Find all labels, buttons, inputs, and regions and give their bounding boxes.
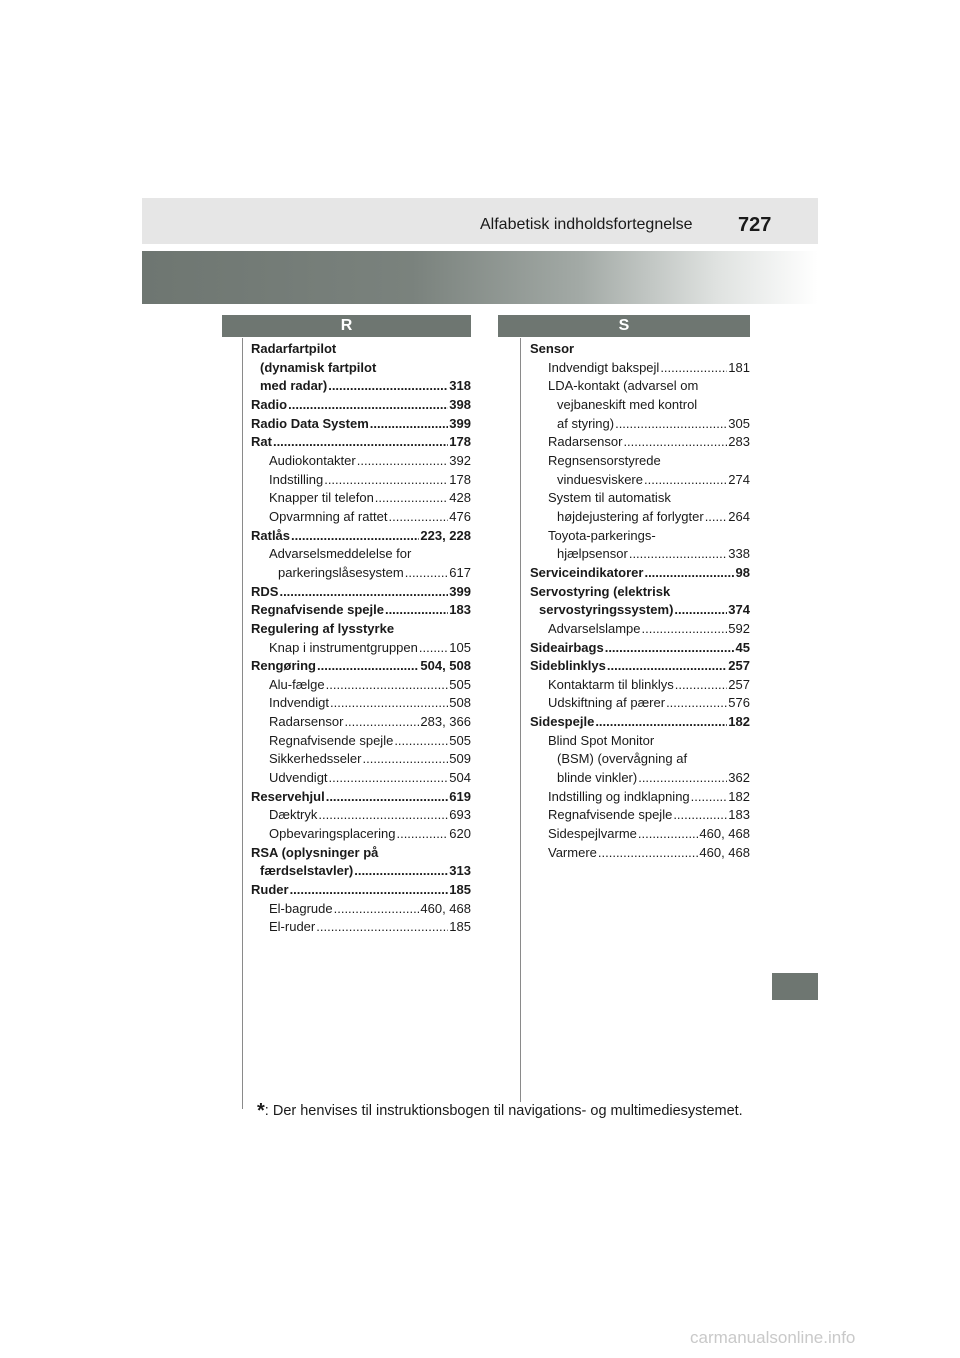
dot-leader — [375, 489, 449, 508]
dot-leader — [675, 676, 728, 695]
dot-leader — [419, 639, 448, 658]
index-column-s — [530, 340, 750, 862]
page-number: 727 — [738, 214, 772, 236]
dot-leader — [291, 527, 419, 546]
dot-leader — [326, 676, 449, 695]
index-subentry — [251, 769, 471, 788]
entry-label: Indvendigt — [269, 695, 329, 711]
index-subentry — [251, 918, 471, 937]
entry-page-ref: 338 — [728, 546, 750, 562]
entry-page-ref: 476 — [449, 508, 471, 524]
entry-label: Radio — [251, 396, 288, 412]
entry-label: Servostyring (elektrisk — [530, 583, 671, 599]
dot-leader — [394, 732, 448, 751]
entry-page-ref: 592 — [728, 620, 750, 636]
entry-page-ref: 178 — [449, 471, 471, 487]
entry-page-ref: 264 — [728, 508, 750, 524]
chapter-tab — [772, 973, 818, 1000]
dot-leader — [334, 900, 420, 919]
footnote-text: : Der henvises til instruktionsbogen til navigations- og multimediesystemet. — [264, 1103, 743, 1119]
index-subentry — [251, 471, 471, 490]
entry-page-ref: 283 — [728, 434, 750, 450]
index-entry — [251, 340, 471, 359]
entry-page-ref: 504 — [449, 770, 471, 786]
index-entry — [530, 583, 750, 602]
entry-label: Radarfartpilot — [251, 341, 337, 356]
entry-page-ref: 305 — [728, 415, 750, 431]
entry-label: Indstilling og indklapning — [548, 788, 690, 804]
entry-label: Indvendigt bakspejl — [548, 359, 660, 375]
entry-label: Opbevaringsplacering — [269, 826, 396, 842]
index-subentry — [251, 508, 471, 527]
index-subentry — [251, 545, 471, 564]
dot-leader — [370, 415, 449, 434]
entry-label: vinduesviskere — [557, 471, 643, 487]
dot-leader — [324, 471, 448, 490]
dot-leader — [279, 583, 448, 602]
entry-label: Rat — [251, 434, 272, 450]
index-subentry — [530, 769, 750, 788]
index-column-r — [251, 340, 471, 937]
entry-page-ref: 223, 228 — [420, 527, 471, 543]
entry-page-ref: 509 — [449, 751, 471, 767]
entry-page-ref: 318 — [449, 378, 471, 394]
entry-page-ref: 183 — [449, 602, 471, 618]
entry-label: Regnsensorstyrede — [548, 452, 661, 468]
entry-label: Kontaktarm til blinklys — [548, 676, 674, 692]
entry-page-ref: 693 — [449, 807, 471, 823]
entry-page-ref: 399 — [449, 583, 471, 599]
entry-label: Sidespejlvarme — [548, 826, 637, 842]
left-column-rule — [242, 338, 243, 1109]
index-subentry — [251, 732, 471, 751]
index-subentry — [530, 527, 750, 546]
index-entry — [530, 657, 750, 676]
index-subentry — [530, 489, 750, 508]
index-subentry — [251, 452, 471, 471]
index-subentry — [251, 639, 471, 658]
entry-page-ref: 374 — [728, 602, 750, 618]
dot-leader — [385, 601, 448, 620]
entry-label: Regnafvisende spejle — [548, 807, 673, 823]
entry-page-ref: 178 — [449, 434, 471, 450]
dot-leader — [638, 825, 699, 844]
entry-page-ref: 274 — [728, 471, 750, 487]
entry-label: Sideblinklys — [530, 658, 606, 674]
index-entry — [530, 601, 750, 620]
dot-leader — [691, 788, 728, 807]
dot-leader — [607, 657, 727, 676]
dot-leader — [673, 806, 727, 825]
dot-leader — [290, 881, 449, 900]
dot-leader — [642, 620, 728, 639]
entry-page-ref: 182 — [728, 714, 750, 730]
index-entry — [251, 881, 471, 900]
dot-leader — [329, 769, 449, 788]
dot-leader — [317, 657, 419, 676]
index-subentry — [251, 900, 471, 919]
entry-label: RSA (oplysninger på — [251, 844, 379, 860]
entry-label: Advarselsmeddelelse for — [269, 546, 412, 562]
dot-leader — [629, 545, 727, 564]
entry-page-ref: 45 — [735, 639, 750, 655]
entry-label: Sikkerhedsseler — [269, 751, 362, 767]
index-subentry — [251, 564, 471, 583]
dot-leader — [354, 862, 448, 881]
entry-page-ref: 283, 366 — [420, 714, 471, 730]
dot-leader — [330, 694, 448, 713]
dot-leader — [674, 601, 727, 620]
dot-leader — [328, 377, 448, 396]
dot-leader — [615, 415, 727, 434]
dot-leader — [273, 433, 448, 452]
entry-label: af styring) — [557, 415, 615, 431]
entry-page-ref: 504, 508 — [420, 658, 471, 674]
entry-label: Radarsensor — [269, 714, 344, 730]
entry-page-ref: 257 — [728, 676, 750, 692]
entry-label: Advarselslampe — [548, 620, 641, 636]
index-subentry — [251, 713, 471, 732]
entry-page-ref: 98 — [735, 564, 750, 580]
entry-page-ref: 460, 468 — [699, 844, 750, 860]
dot-leader — [595, 713, 727, 732]
dot-leader — [666, 694, 727, 713]
entry-page-ref: 185 — [449, 919, 471, 935]
index-entry — [530, 639, 750, 658]
entry-label: Alu-fælge — [269, 676, 325, 692]
entry-label: med radar) — [260, 378, 328, 394]
entry-page-ref: 399 — [449, 415, 471, 431]
index-entry — [530, 340, 750, 359]
index-subentry — [530, 415, 750, 434]
index-subentry — [251, 806, 471, 825]
index-entry — [530, 713, 750, 732]
dot-leader — [705, 508, 728, 527]
index-subentry — [530, 359, 750, 378]
dot-leader — [396, 825, 448, 844]
entry-label: Ruder — [251, 882, 289, 898]
entry-page-ref: 505 — [449, 732, 471, 748]
entry-page-ref: 392 — [449, 452, 471, 468]
index-entry — [251, 415, 471, 434]
section-title: Alfabetisk indholdsfortegnelse — [480, 216, 693, 233]
index-subentry — [530, 377, 750, 396]
dot-leader — [623, 433, 727, 452]
index-subentry — [530, 694, 750, 713]
dot-leader — [363, 750, 449, 769]
entry-label: Regulering af lysstyrke — [251, 620, 395, 636]
entry-label: hjælpsensor — [557, 546, 628, 562]
index-subentry — [251, 694, 471, 713]
index-entry — [251, 359, 471, 378]
entry-page-ref: 619 — [449, 788, 471, 804]
entry-label: færdselstavler) — [260, 863, 354, 879]
entry-page-ref: 505 — [449, 676, 471, 692]
entry-label: Rengøring — [251, 658, 316, 674]
index-subentry — [530, 732, 750, 751]
entry-label: Audiokontakter — [269, 452, 356, 468]
dot-leader — [389, 508, 449, 527]
dot-leader — [357, 452, 449, 471]
entry-label: Radarsensor — [548, 434, 623, 450]
watermark: carmanualsonline.info — [690, 1328, 856, 1347]
entry-label: Knapper til telefon — [269, 490, 374, 506]
index-subentry — [530, 750, 750, 769]
footnote-asterisk: * — [257, 1100, 265, 1122]
entry-page-ref: 257 — [728, 658, 750, 674]
index-entry — [251, 377, 471, 396]
entry-page-ref: 183 — [728, 807, 750, 823]
dot-leader — [318, 806, 448, 825]
entry-page-ref: 576 — [728, 695, 750, 711]
header-gradient-bar — [142, 251, 818, 304]
dot-leader — [288, 396, 448, 415]
dot-leader — [316, 918, 448, 937]
index-subentry — [530, 545, 750, 564]
index-entry — [251, 527, 471, 546]
index-entry — [251, 583, 471, 602]
index-subentry — [251, 825, 471, 844]
entry-label: parkeringslåsesystem — [278, 564, 404, 580]
entry-label: (dynamisk fartpilot — [260, 359, 377, 375]
index-subentry — [530, 508, 750, 527]
letter-header-s: S — [498, 315, 750, 337]
letter-header-r: R — [222, 315, 471, 337]
entry-label: RDS — [251, 583, 279, 599]
footnote — [257, 1100, 743, 1123]
dot-leader — [598, 844, 699, 863]
index-entry — [251, 788, 471, 807]
entry-page-ref: 620 — [449, 826, 471, 842]
index-entry — [251, 657, 471, 676]
entry-label: El-bagrude — [269, 900, 333, 916]
index-entry — [251, 433, 471, 452]
entry-label: højdejustering af forlygter — [557, 508, 704, 524]
entry-page-ref: 460, 468 — [699, 826, 750, 842]
index-entry — [251, 844, 471, 863]
entry-label: Regnafvisende spejle — [251, 602, 384, 618]
index-subentry — [530, 788, 750, 807]
dot-leader — [644, 471, 727, 490]
entry-page-ref: 428 — [449, 490, 471, 506]
entry-page-ref: 182 — [728, 788, 750, 804]
index-subentry — [251, 750, 471, 769]
entry-label: Udvendigt — [269, 770, 328, 786]
index-subentry — [530, 676, 750, 695]
entry-page-ref: 181 — [728, 359, 750, 375]
entry-label: vejbaneskift med kontrol — [557, 396, 698, 412]
entry-label: Regnafvisende spejle — [269, 732, 394, 748]
entry-label: Blind Spot Monitor — [548, 732, 655, 748]
entry-label: Dæktryk — [269, 807, 318, 823]
entry-label: Radio Data System — [251, 415, 369, 431]
entry-page-ref: 508 — [449, 695, 471, 711]
entry-label: El-ruder — [269, 919, 316, 935]
entry-label: LDA-kontakt (advarsel om — [548, 378, 699, 394]
middle-column-rule — [520, 338, 521, 1102]
entry-page-ref: 105 — [449, 639, 471, 655]
dot-leader — [344, 713, 419, 732]
entry-label: Varmere — [548, 844, 597, 860]
entry-page-ref: 617 — [449, 564, 471, 580]
entry-label: Sideairbags — [530, 639, 604, 655]
dot-leader — [326, 788, 449, 807]
entry-label: Sensor — [530, 341, 575, 356]
dot-leader — [638, 769, 727, 788]
entry-label: Udskiftning af pærer — [548, 695, 666, 711]
index-subentry — [530, 844, 750, 863]
index-entry — [251, 396, 471, 415]
index-subentry — [530, 471, 750, 490]
entry-label: Serviceindikatorer — [530, 564, 644, 580]
entry-label: System til automatisk — [548, 490, 671, 506]
entry-page-ref: 460, 468 — [420, 900, 471, 916]
index-entry — [251, 601, 471, 620]
entry-label: Indstilling — [269, 471, 324, 487]
index-subentry — [530, 806, 750, 825]
entry-page-ref: 362 — [728, 770, 750, 786]
index-subentry — [251, 489, 471, 508]
entry-page-ref: 398 — [449, 396, 471, 412]
index-subentry — [251, 676, 471, 695]
entry-label: Reservehjul — [251, 788, 325, 804]
dot-leader — [644, 564, 734, 583]
entry-label: servostyringssystem) — [539, 602, 674, 618]
index-subentry — [530, 825, 750, 844]
dot-leader — [605, 639, 735, 658]
entry-label: blinde vinkler) — [557, 770, 638, 786]
index-entry — [251, 862, 471, 881]
entry-page-ref: 313 — [449, 863, 471, 879]
index-entry — [530, 564, 750, 583]
index-subentry — [530, 620, 750, 639]
entry-label: Sidespejle — [530, 714, 595, 730]
entry-label: Knap i instrumentgruppen — [269, 639, 418, 655]
entry-label: Toyota-parkerings- — [548, 527, 656, 543]
entry-label: Ratlås — [251, 527, 291, 543]
entry-label: (BSM) (overvågning af — [557, 751, 688, 767]
entry-label: Opvarmning af rattet — [269, 508, 388, 524]
index-subentry — [530, 396, 750, 415]
index-entry — [251, 620, 471, 639]
index-subentry — [530, 452, 750, 471]
entry-page-ref: 185 — [449, 882, 471, 898]
dot-leader — [405, 564, 449, 583]
dot-leader — [660, 359, 727, 378]
index-subentry — [530, 433, 750, 452]
